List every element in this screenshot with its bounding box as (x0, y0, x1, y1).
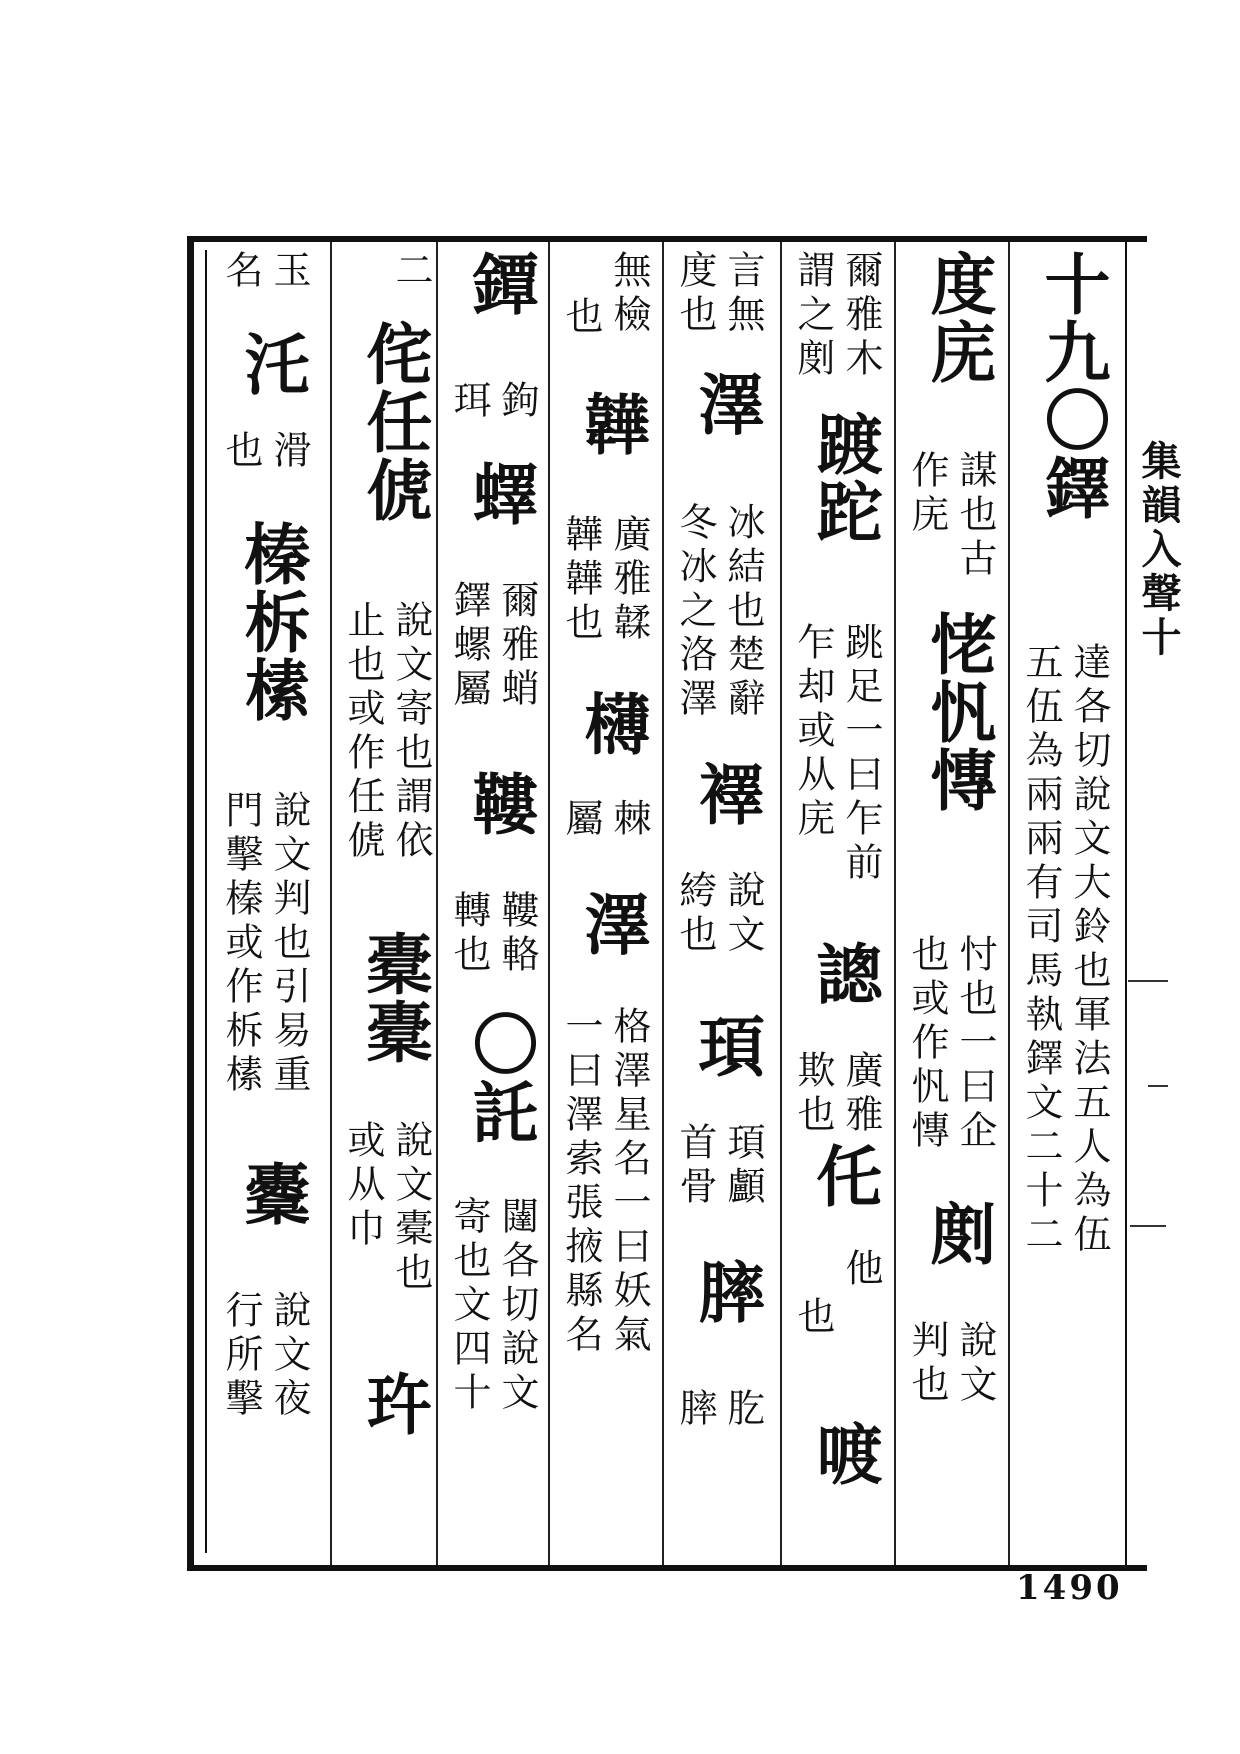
gloss-line: 忖也一曰企 (953, 934, 997, 1154)
gloss-line: 二 (389, 250, 433, 294)
text-column-7 (336, 250, 440, 1550)
text-column-8 (214, 250, 318, 1550)
gloss-line: 無檢 (607, 250, 651, 338)
gloss-line: 膟 (673, 1388, 717, 1432)
gloss-line: 寄也文四十 (447, 1196, 491, 1416)
gloss-line: 格澤星名一曰妖氣 (607, 1006, 651, 1358)
gloss-line: 屬 (559, 798, 603, 842)
headword: 喥 (805, 1420, 883, 1488)
gloss-line: 說文橐也 (389, 1120, 433, 1296)
headword: 榛柝榡 (233, 520, 311, 724)
page-number: 1490 (1016, 1568, 1123, 1608)
headword: 十九〇鐸 (1033, 250, 1111, 522)
gloss-line: 說文 (953, 1320, 997, 1408)
gloss-line: 門擊榛或作柝榡 (219, 790, 263, 1098)
margin-tick (1130, 1225, 1166, 1227)
gloss-line: 也或作忛慱 (905, 934, 949, 1154)
gloss-line: 達各切說文大鈴也軍法五人為伍 (1067, 642, 1111, 1258)
gloss-line: 廣雅 (839, 1050, 883, 1138)
gloss-line: 謂之剫 (791, 250, 835, 382)
gloss-line: 爾雅木 (839, 250, 883, 382)
column-divider (548, 242, 550, 1565)
gloss-line: 跳足一曰乍前 (839, 622, 883, 886)
gloss-line: 頊顱 (721, 1122, 765, 1210)
gloss-line: 玉 (267, 250, 311, 294)
text-column-2 (900, 250, 1004, 1550)
gloss-line: 判也 (905, 1320, 949, 1408)
headword: 〇託 (461, 1010, 539, 1146)
gloss-line: 謀也古 (953, 450, 997, 582)
headword: 襗 (687, 760, 765, 828)
headword: 櫜 (233, 1160, 311, 1228)
headword: 橐橐 (355, 930, 433, 1066)
gloss-line: 絝也 (673, 870, 717, 958)
text-column-6 (442, 250, 546, 1550)
headword: 澤 (573, 890, 651, 958)
gloss-line: 爾雅蛸 (495, 580, 539, 712)
gloss-line: 五伍為兩兩有司馬執鐸文二十二 (1019, 642, 1063, 1258)
gloss-line: 珥 (447, 380, 491, 424)
text-column-4 (668, 250, 772, 1550)
headword: 恅忛慱 (919, 610, 997, 814)
gloss-line: 鞻輅 (495, 890, 539, 978)
gloss-line: 轉也 (447, 890, 491, 978)
gloss-line: 名 (219, 250, 263, 294)
gloss-line: 止也或作任俿 (341, 600, 385, 864)
gloss-line: 冰結也楚辭 (721, 502, 765, 722)
headword: 膟 (687, 1258, 765, 1326)
gloss-line: 首骨 (673, 1122, 717, 1210)
gloss-line: 或从巾 (341, 1120, 385, 1252)
gloss-line: 說文寄也謂依 (389, 600, 433, 864)
margin-tick (1128, 980, 1168, 982)
gloss-line: 乍却或从庑 (791, 622, 835, 842)
gloss-line: 闥各切說文 (495, 1196, 539, 1416)
gloss-line: 行所擊 (219, 1290, 263, 1422)
gloss-line: 說文夜 (267, 1290, 311, 1422)
column-divider (1008, 242, 1010, 1565)
gloss-line: 度也 (673, 250, 717, 338)
gloss-line: 一曰澤索張掖縣名 (559, 1006, 603, 1358)
headword: 蠌 (461, 460, 539, 528)
gloss-line: 言無 (721, 250, 765, 338)
headword: 踱跎 (805, 410, 883, 546)
text-column-3 (786, 250, 890, 1550)
column-divider (662, 242, 664, 1565)
gloss-line: 說文 (721, 870, 765, 958)
headword: 謥 (805, 940, 883, 1008)
headword: 玝 (355, 1370, 433, 1438)
headword: 頊 (687, 1012, 765, 1080)
headword: 仛 (805, 1142, 883, 1210)
gloss-line: 韡韡也 (559, 514, 603, 646)
headword: 欂 (573, 690, 651, 758)
gloss-line: 鉤 (495, 380, 539, 424)
gloss-line: 鐸螺屬 (447, 580, 491, 712)
gloss-line: 也 (559, 296, 603, 340)
gloss-line: 肐 (721, 1388, 765, 1432)
margin-tick (1148, 1085, 1168, 1087)
headword: 鞻 (461, 770, 539, 838)
headword: 剫 (919, 1200, 997, 1268)
frame-inner-rule (205, 250, 207, 1553)
headword: 鐔 (461, 250, 539, 318)
headword: 韡 (573, 390, 651, 458)
margin-title: 集韻入聲十 (1135, 440, 1182, 660)
headword: 侘任俿 (355, 320, 433, 524)
gloss-line: 說文判也引易重 (267, 790, 311, 1098)
text-column-5 (554, 250, 658, 1550)
gloss-line: 作庑 (905, 450, 949, 538)
gloss-line: 也 (791, 1296, 835, 1340)
gloss-line: 棘 (607, 798, 651, 842)
column-divider (330, 242, 332, 1565)
gloss-line: 他 (839, 1248, 883, 1292)
margin-rule (1125, 236, 1127, 1571)
gloss-line: 廣雅韖 (607, 514, 651, 646)
text-column-1 (1014, 250, 1118, 1550)
headword: 汑 (233, 330, 311, 398)
headword: 澤 (687, 370, 765, 438)
column-divider (894, 242, 896, 1565)
gloss-line: 也 (219, 430, 263, 474)
gloss-line: 冬冰之洛澤 (673, 502, 717, 722)
gloss-line: 滑 (267, 430, 311, 474)
gloss-line: 欺也 (791, 1050, 835, 1138)
headword: 度庑 (919, 250, 997, 386)
column-divider (780, 242, 782, 1565)
